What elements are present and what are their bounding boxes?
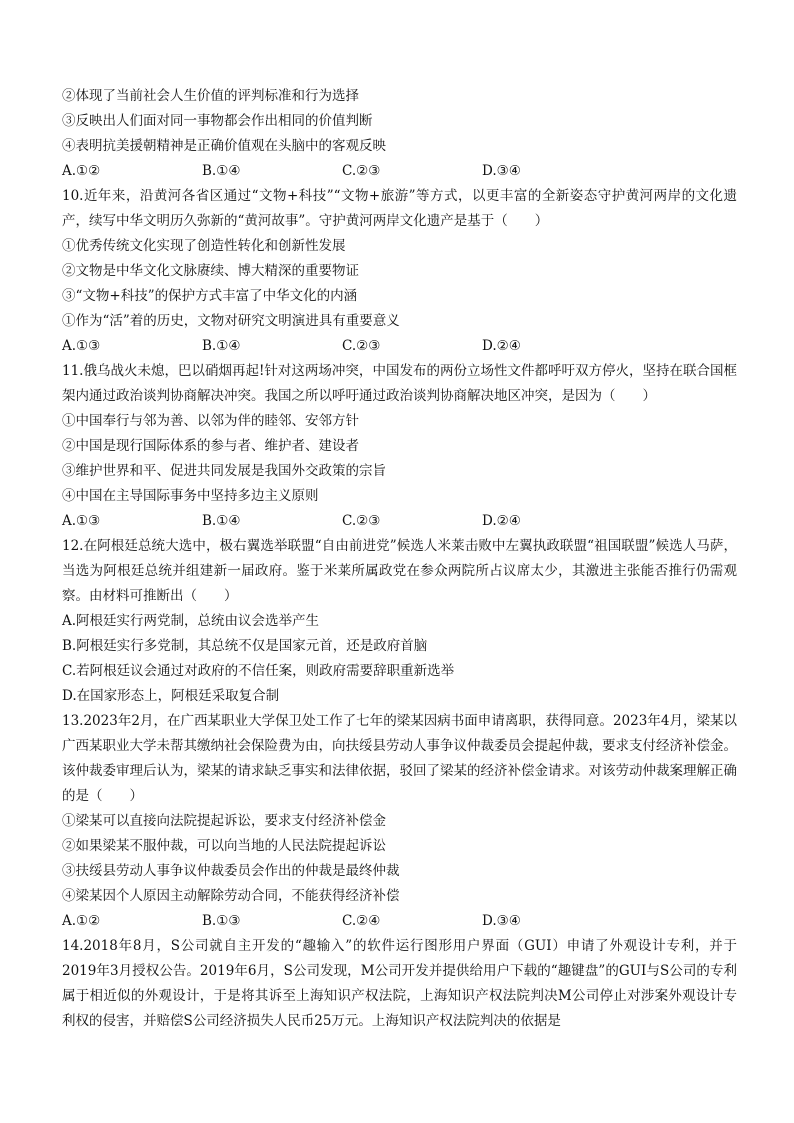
q10-item-1: ①优秀传统文化实现了创造性转化和创新性发展: [62, 238, 346, 254]
option-d: D.③④: [482, 163, 521, 179]
option-d: D.③④: [482, 913, 521, 929]
question-10: [62, 184, 737, 359]
option-a: A.①②: [62, 163, 101, 179]
q12-option-b: B.阿根廷实行多党制，其总统不仅是国家元首，还是政府首脑: [62, 638, 428, 654]
option-a: A.①③: [62, 338, 101, 354]
q13-item-4: ④梁某因个人原因主动解除劳动合同，不能获得经济补偿: [62, 888, 400, 904]
option-a: A.①②: [62, 913, 101, 929]
option-b: B.①④: [202, 338, 241, 354]
q10-item-3: ③“文物+科技”的保护方式丰富了中华文化的内涵: [62, 288, 358, 304]
option-b: B.①④: [202, 513, 241, 529]
option-c: C.②③: [342, 163, 381, 179]
option-b: B.①③: [202, 913, 241, 929]
option-c: C.②④: [342, 913, 381, 929]
exam-page: [62, 84, 737, 1034]
q9-item-4: ④表明抗美援朝精神是正确价值观在头脑中的客观反映: [62, 138, 386, 154]
q12-stem: 12.在阿根廷总统大选中，极右翼选举联盟“自由前进党”候选人米莱击败中左翼执政联盟“祖国联盟”候选人马萨，当选为阿根廷总统并组建新一届政府。鉴于米莱所属政党在参众两院所占议席太少，其激进主张能否推行仍需观察。由材料可推断出（ ）: [62, 538, 737, 604]
option-c: C.②③: [342, 338, 381, 354]
q11-item-1: ①中国奉行与邻为善、以邻为伴的睦邻、安邻方针: [62, 413, 359, 429]
q10-options: [62, 334, 737, 359]
q13-item-1: ①梁某可以直接向法院提起诉讼，要求支付经济补偿金: [62, 813, 386, 829]
option-d: D.②④: [482, 513, 521, 529]
q12-option-c: C.若阿根廷议会通过对政府的不信任案，则政府需要辞职重新选举: [62, 663, 455, 679]
q13-item-2: ②如果梁某不服仲裁，可以向当地的人民法院提起诉讼: [62, 838, 386, 854]
q10-stem: 10.近年来，沿黄河各省区通过“文物+科技”“文物+旅游”等方式，以更丰富的全新姿态守护黄河两岸的文化遗产，续写中华文明历久弥新的“黄河故事”。守护黄河两岸文化遗产是基于（ ）: [62, 188, 737, 229]
option-c: C.②③: [342, 513, 381, 529]
q14-stem: 14.2018年8月，S公司就自主开发的“趣输入”的软件运行图形用户界面（GUI）申请了外观设计专利，并于2019年3月授权公告。2019年6月，S公司发现，M公司开发并提供给用户下载的“趣键盘”的GUI与S公司的专利属于相近似的外观设计，于是将其诉至上海知识产权法院，上海知识产权法院判决M公司停止对涉案外观设计专利权的侵害，并赔偿S公司经济损失人民币25万元。上海知识产权法院判决的依据是: [62, 938, 737, 1029]
q9-options: [62, 159, 737, 184]
q11-item-4: ④中国在主导国际事务中坚持多边主义原则: [62, 488, 319, 504]
question-11: [62, 359, 737, 534]
q12-option-d: D.在国家形态上，阿根廷采取复合制: [62, 688, 280, 704]
q9-tail: [62, 84, 737, 184]
option-a: A.①③: [62, 513, 101, 529]
q10-item-4: ①作为“活”着的历史，文物对研究文明演进具有重要意义: [62, 313, 400, 329]
option-d: D.②④: [482, 338, 521, 354]
q13-item-3: ③扶绥县劳动人事争议仲裁委员会作出的仲裁是最终仲裁: [62, 863, 400, 879]
q12-option-a: A.阿根廷实行两党制，总统由议会选举产生: [62, 613, 320, 629]
q11-options: [62, 509, 737, 534]
question-12: [62, 534, 737, 709]
q13-stem: 13.2023年2月，在广西某职业大学保卫处工作了七年的梁某因病书面申请离职，获得同意。2023年4月，梁某以广西某职业大学未帮其缴纳社会保险费为由，向扶绥县劳动人事争议仲裁委员会提起仲裁，要求支付经济补偿金。该仲裁委审理后认为，梁某的请求缺乏事实和法律依据，驳回了梁某的经济补偿金请求。对该劳动仲裁案理解正确的是（ ）: [62, 713, 737, 804]
option-b: B.①④: [202, 163, 241, 179]
question-14: [62, 934, 737, 1034]
q9-item-2: ②体现了当前社会人生价值的评判标准和行为选择: [62, 88, 359, 104]
q11-stem: 11.俄乌战火未熄，巴以硝烟再起!针对这两场冲突，中国发布的两份立场性文件都呼吁双方停火，坚持在联合国框架内通过政治谈判协商解决冲突。我国之所以呼吁通过政治谈判协商解决地区冲突，是因为（ ）: [62, 363, 737, 404]
question-13: [62, 709, 737, 934]
q9-item-3: ③反映出人们面对同一事物都会作出相同的价值判断: [62, 113, 373, 129]
q11-item-3: ③维护世界和平、促进共同发展是我国外交政策的宗旨: [62, 463, 386, 479]
q11-item-2: ②中国是现行国际体系的参与者、维护者、建设者: [62, 438, 359, 454]
q13-options: [62, 909, 737, 934]
q10-item-2: ②文物是中华文化文脉赓续、博大精深的重要物证: [62, 263, 359, 279]
